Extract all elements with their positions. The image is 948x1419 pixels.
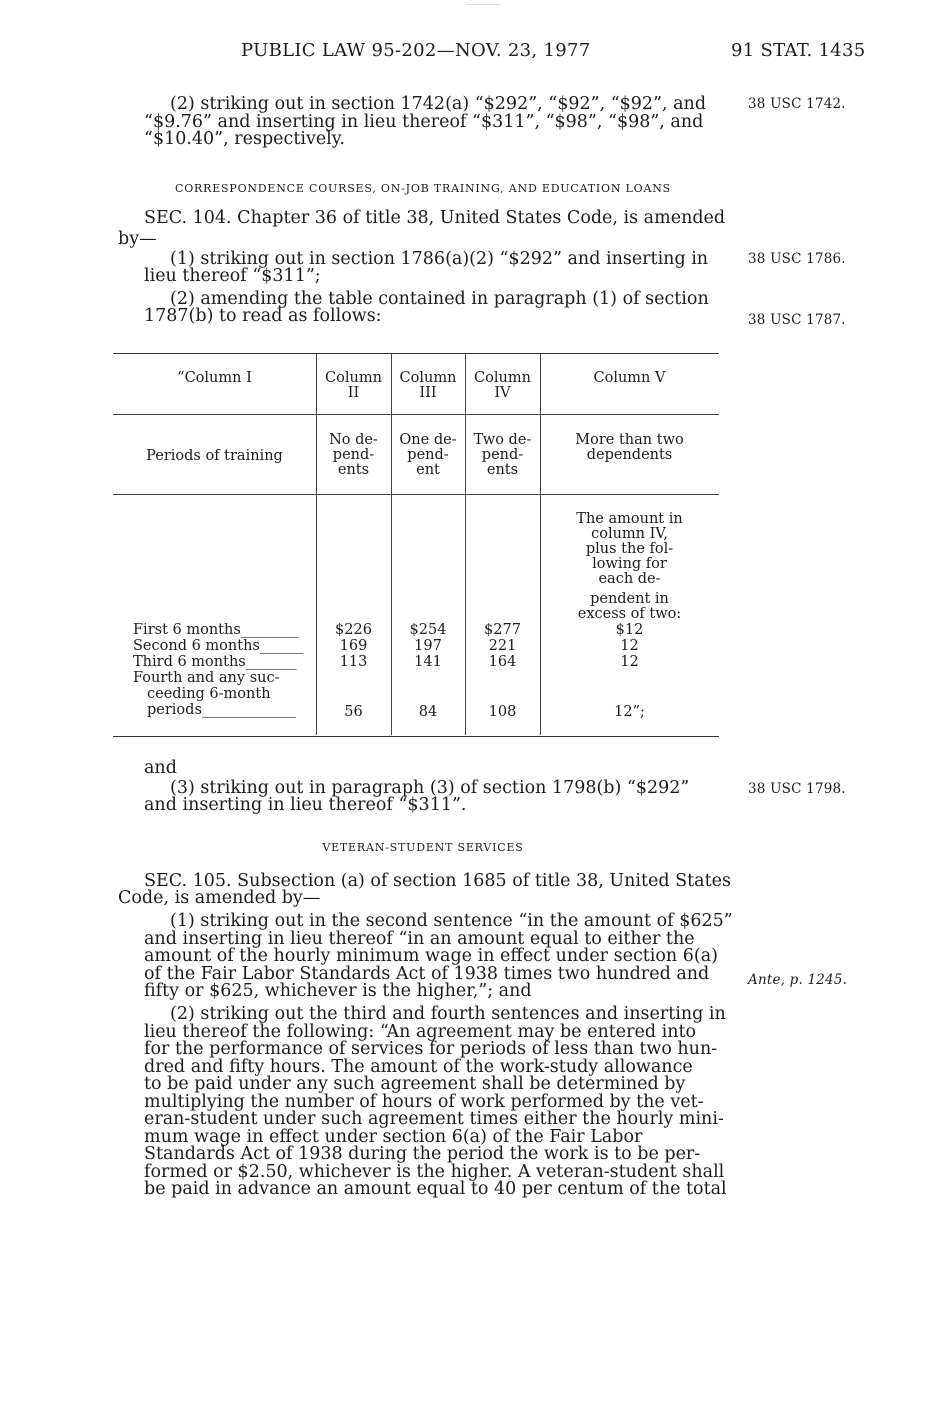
sec105-i2-l11: be paid in advance an amount equal to 40 per centum of the total (144, 1179, 727, 1199)
subhead-2-l1: No de- (329, 432, 378, 448)
row-label-first: First 6 months________ (133, 622, 299, 638)
subhead-4-l2: pend- (481, 447, 524, 463)
col5-note-l4: lowing for (592, 556, 667, 572)
row-label-third: Third 6 months_______ (133, 654, 297, 670)
col-head-3b: III (419, 385, 437, 401)
row-label-fourth-l1: Fourth and any suc- (133, 670, 280, 686)
subhead-3-l3: ent (416, 462, 440, 478)
subhead-2-l2: pend- (332, 447, 375, 463)
cell-fourth-c5: 12”; (614, 704, 645, 720)
margin-note-1798: 38 USC 1798. (748, 781, 846, 797)
table-rule-col4 (465, 353, 466, 735)
cell-third-c3: 141 (414, 654, 442, 670)
cell-first-c4: $277 (484, 622, 521, 638)
cell-fourth-c2: 56 (344, 704, 363, 720)
col5-note-l3: plus the fol- (585, 541, 674, 557)
sec105-line1: SEC. 105. Subsection (a) of section 1685 of title 38, United States (144, 871, 731, 891)
cell-first-c3: $254 (409, 622, 447, 638)
cell-fourth-c4: 108 (488, 704, 517, 720)
margin-note-1742: 38 USC 1742. (748, 96, 846, 112)
sec104-item1-line1: (1) striking out in section 1786(a)(2) “$292” and inserting in (170, 249, 709, 269)
sec105-i2-l10: formed or $2.50, whichever is the higher. A veteran-student shall (144, 1162, 725, 1182)
sec105-i2-l7: eran-student under such agreement times either the hourly mini- (144, 1109, 724, 1129)
col5-note-l5: each de- (598, 571, 661, 587)
sec105-i2-l3: for the performance of services for periods of less than two hun- (144, 1039, 718, 1059)
cell-fourth-c3: 84 (418, 704, 438, 720)
page-edge-mark (466, 4, 500, 9)
margin-note-ante: Ante, p. 1245. (748, 972, 848, 988)
subhead-3-l2: pend- (407, 447, 449, 463)
after-table-and: and (144, 758, 177, 778)
cell-third-c4: 164 (488, 654, 517, 670)
sec105-i2-l5: to be paid under any such agreement shall be determined by (144, 1074, 686, 1094)
para2-line3: “$10.40”, respectively. (144, 129, 345, 149)
sec105-i2-l1: (2) striking out the third and fourth sentences and inserting in (170, 1004, 726, 1024)
row-label-second: Second 6 months______ (133, 638, 304, 654)
sec105-i1-l3: amount of the hourly minimum wage in effect under section 6(a) (144, 946, 718, 966)
col-head-4b: IV (494, 385, 511, 401)
table-rule-head (113, 414, 719, 415)
sec105-i2-l4: dred and fifty hours. The amount of the work-study allowance (144, 1057, 693, 1077)
section-heading-veteran-student: VETERAN-STUDENT SERVICES (322, 841, 524, 854)
sec104-item2-line2: 1787(b) to read as follows: (144, 306, 382, 326)
col-head-5: Column V (593, 370, 666, 386)
margin-note-1787: 38 USC 1787. (748, 312, 846, 328)
col-head-2a: Column (325, 370, 382, 386)
running-header-left: PUBLIC LAW 95-202—NOV. 23, 1977 (241, 40, 591, 61)
subhead-5-l1: More than two (575, 432, 684, 448)
section-heading-correspondence: CORRESPONDENCE COURSES, ON-JOB TRAINING, AND EDUCATION LOANS (175, 182, 671, 195)
sec105-i2-l9: Standards Act of 1938 during the period the work is to be per- (144, 1144, 701, 1164)
sec104-line1: SEC. 104. Chapter 36 of title 38, United States Code, is amended (144, 208, 726, 228)
cell-first-c2: $226 (335, 622, 372, 638)
row-label-fourth-l2: ceeding 6-month (147, 686, 271, 702)
col5-note-l7: excess of two: (577, 606, 682, 622)
table-rule-subhead (113, 494, 719, 495)
para2-line1: (2) striking out in section 1742(a) “$292”, “$92”, “$92”, and (170, 94, 707, 114)
col5-note-l1: The amount in (576, 511, 683, 527)
margin-note-1786: 38 USC 1786. (748, 251, 846, 267)
cell-second-c5: 12 (620, 638, 639, 654)
subhead-periods: Periods of training (146, 448, 283, 464)
col-head-4a: Column (474, 370, 531, 386)
col5-note-l2: column IV, (591, 526, 668, 542)
table-rule-col2 (316, 353, 317, 735)
subhead-4-l1: Two de- (473, 432, 532, 448)
cell-second-c4: 221 (488, 638, 517, 654)
cell-first-c5: $12 (615, 622, 644, 638)
cell-third-c5: 12 (620, 654, 639, 670)
table-rule-col3 (391, 353, 392, 735)
subhead-5-l2: dependents (586, 447, 673, 463)
subhead-3-l1: One de- (399, 432, 457, 448)
col-head-2b: II (347, 385, 360, 401)
row-label-fourth-l3: periods_____________ (147, 702, 297, 718)
sec105-i2-l2: lieu thereof the following: “An agreement may be entered into (144, 1022, 697, 1042)
sec105-line2: Code, is amended by— (118, 888, 321, 908)
sec105-i1-l5: fifty or $625, whichever is the higher,”; and (144, 981, 532, 1001)
cell-third-c2: 113 (339, 654, 368, 670)
para2-line2: “$9.76” and inserting in lieu thereof “$311”, “$98”, “$98”, and (144, 112, 704, 132)
sec105-i1-l1: (1) striking out in the second sentence “in the amount of $625” (170, 911, 733, 931)
subhead-4-l3: ents (486, 462, 519, 478)
cell-second-c3: 197 (414, 638, 442, 654)
sec105-i1-l2: and inserting in lieu thereof “in an amount equal to either the (144, 929, 695, 949)
sec104-item2-line1: (2) amending the table contained in paragraph (1) of section (170, 289, 709, 309)
sec105-i2-l6: multiplying the number of hours of work performed by the vet- (144, 1092, 704, 1112)
cell-second-c2: 169 (339, 638, 368, 654)
running-header-right: 91 STAT. 1435 (731, 40, 866, 61)
col-head-3a: Column (399, 370, 457, 386)
subhead-2-l3: ents (337, 462, 370, 478)
col5-note-l6: pendent in (590, 591, 669, 607)
sec105-i2-l8: mum wage in effect under section 6(a) of the Fair Labor (144, 1127, 643, 1147)
sec105-i1-l4: of the Fair Labor Standards Act of 1938 times two hundred and (144, 964, 710, 984)
sec104-line2: by— (118, 229, 157, 249)
col-head-1: “Column I (177, 370, 252, 386)
item3-line2: and inserting in lieu thereof “$311”. (144, 795, 467, 815)
item3-line1: (3) striking out in paragraph (3) of section 1798(b) “$292” (170, 778, 690, 798)
sec104-item1-line2: lieu thereof “$311”; (144, 266, 321, 286)
